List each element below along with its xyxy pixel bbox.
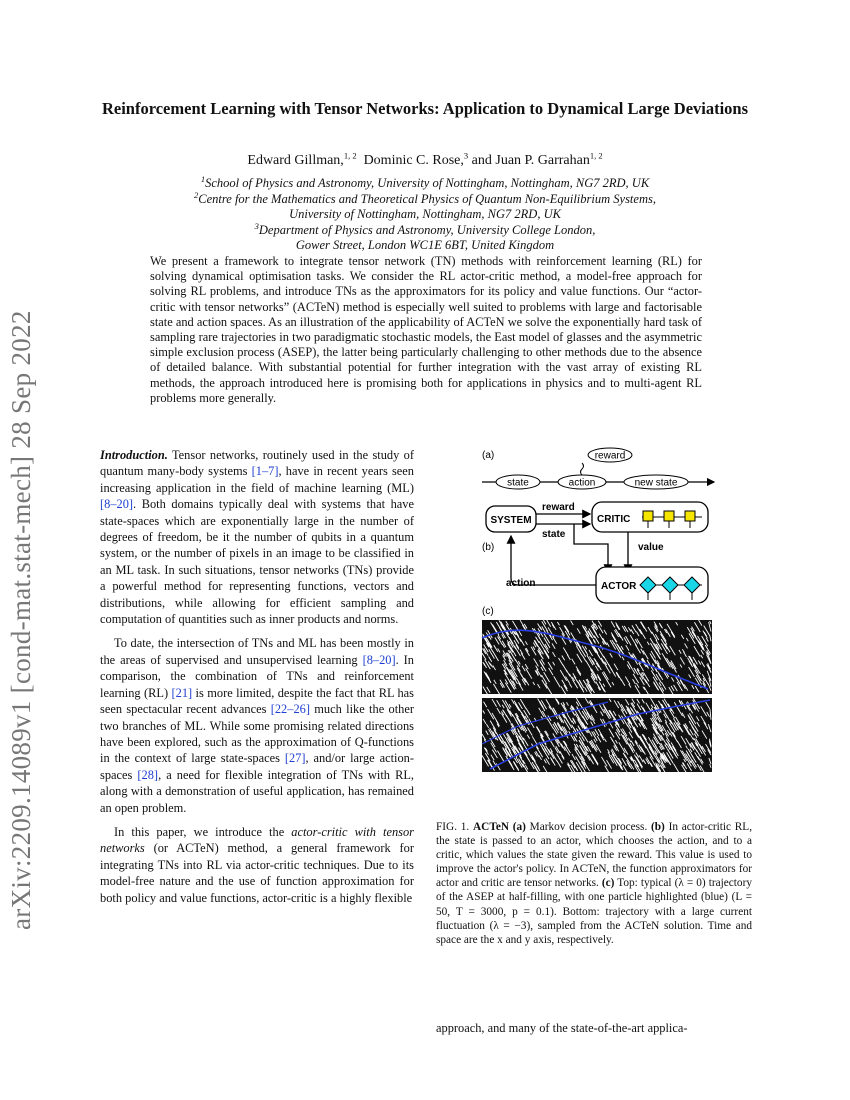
critic-tensor-node <box>664 511 674 521</box>
affiliation-1: $^1$School of Physics and Astronomy, University of Nottingham, Nottingham, NG7 2RD, UK <box>200 173 650 190</box>
body-left-column <box>100 447 414 914</box>
figure-1-diagram <box>478 444 718 784</box>
author-name: Dominic C. Rose, <box>363 153 464 168</box>
critic-tensor-node <box>643 511 653 521</box>
figure-caption: FIG. 1. ACTeN (a) Markov decision process. (b) In actor-critic RL, the state is passed to an actor, which chooses the action, and to a critic, which values the state given the reward. This value is used to improve the actor's policy. In ACTeN, the function approximators for actor and critic are tensor networks. (c) Top: typical (λ = 0) trajectory of the ASEP at half-filling, with one particle highlighted (blue) (L = 50, T = 3000, p = 0.1). Bottom: trajectory with a large current fluctuation (λ = −3), sampled from the ACTeN solution. Time and space are the x and y axis, respectively. <box>436 821 753 946</box>
abstract: We present a framework to integrate tensor network (TN) methods with reinforcement learning (RL) for solving dynamical optimisation tasks. We consider the RL actor-critic method, a model-free approach for solving RL problems, and introduce TNs as the approximators for its policy and value functions. Our “actor-critic with tensor networks” (ACTeN) method is especially well suited to problems with large and factorisable state and action spaces. As an illustration of the applicability of ACTeN we solve the exponentially hard task of sampling rare trajectories in two paradigmatic stochastic models, the East model of glasses and the asymmetric simple exclusion process (ASEP), the latter being particularly challenging to other methods due to the absence of detailed balance. With substantial potential for further integration with the vast array of existing RL methods, the approach introduced here is promising both for applications in physics and to multi-agent RL problems more generally. <box>150 254 702 405</box>
author-name: and Juan P. Garrahan <box>471 153 590 168</box>
citation-link[interactable]: [8–20] <box>100 497 134 512</box>
citation-link[interactable]: [22–26] <box>270 702 310 717</box>
panel-c-label: (c) <box>482 606 494 617</box>
critic-tensor-node <box>685 511 695 521</box>
new-state-label: new state <box>634 477 678 489</box>
paragraph-introduction: Introduction. Tensor networks, routinely used in the study of quantum many-body systems [1–7], have in recent years seen increasing application in the field of machine learning (ML) [8–20]. Both domains typically deal with systems that have state-spaces which are exponentially large in the number of degrees of freedom, be it the number of qubits in a quantum system, or the number of pixels in an image to be classified in an ML task. In such situations, tensor networks (TNs) provide a powerful method for representing functions, vectors and distributions, while allowing for efficient sampling and computation of quantities such as inner products and norms. <box>100 448 414 627</box>
citation-link[interactable]: [27] <box>284 751 306 766</box>
critic-label: CRITIC <box>597 514 631 525</box>
arxiv-stamp: arXiv:2209.14089v1 [cond-mat.stat-mech] 28 Sep 2022 <box>6 310 36 930</box>
figure-1 <box>478 444 718 784</box>
affiliation-2: $^2$Centre for the Mathematics and Theoretical Physics of Quantum Non-Equilibrium Systems, <box>194 189 656 206</box>
citation-link[interactable]: [8–20] <box>362 652 396 667</box>
trajectory-bottom <box>482 698 712 776</box>
section-heading: Introduction. <box>100 448 168 462</box>
state-arrow-label: state <box>542 529 566 540</box>
paragraph-2: To date, the intersection of TNs and ML has been mostly in the areas of supervised and unsupervised learning [8–20]. In comparison, the combination of TNs and reinforcement learning (RL) [21] is more limited, despite the fact that RL has seen spectacular recent advances [22–26] much like the other two branches of ML. While some promising related directions have been explored, such as the approximation of Q-functions in the context of large state-spaces [27], and/or large action-spaces [28], a need for flexible integration of TNs with RL, along with a demonstration of useful application, has remained an open problem. <box>100 636 414 815</box>
trajectory-top <box>482 620 712 697</box>
affiliation-2-line-2: University of Nottingham, Nottingham, NG7 2RD, UK <box>289 207 561 221</box>
action-label: action <box>568 477 596 489</box>
author-affiliation-mark: 1, 2 <box>343 150 357 161</box>
affiliation-3: $^3$Department of Physics and Astronomy, University College London, <box>254 220 596 237</box>
state-label: state <box>507 477 529 489</box>
system-label: SYSTEM <box>490 515 532 526</box>
paper-title: Reinforcement Learning with Tensor Networks: Application to Dynamical Large Deviations <box>101 99 749 118</box>
author-name: Edward Gillman, <box>247 153 344 168</box>
figure-label: FIG. 1. <box>436 821 470 833</box>
body-right-column: approach, and many of the state-of-the-art applica- <box>436 1021 688 1035</box>
affiliations <box>100 173 750 254</box>
value-label: value <box>638 542 664 553</box>
panel-a-label: (a) <box>482 450 495 461</box>
citation-link[interactable]: [21] <box>171 685 193 700</box>
citation-link[interactable]: [1–7] <box>251 464 279 479</box>
paragraph-3: In this paper, we introduce the actor-critic with tensor networks (or ACTeN) method, a general framework for integrating TNs into RL via actor-critic techniques. Due to its model-free nature and the use of function approximation for both policy and value functions, actor-critic is a highly flexible <box>100 824 414 905</box>
action-arrow-label: action <box>506 578 536 589</box>
affiliation-3-line-2: Gower Street, London WC1E 6BT, United Kingdom <box>295 238 555 252</box>
author-list <box>100 150 750 169</box>
actor-label: ACTOR <box>601 581 637 592</box>
reward-label: reward <box>594 450 626 462</box>
author-affiliation-mark: 3 <box>463 150 469 161</box>
citation-link[interactable]: [28] <box>137 767 159 782</box>
panel-b-label: (b) <box>482 542 495 553</box>
author-affiliation-mark: 1, 2 <box>589 150 603 161</box>
reward-arrow-label: reward <box>542 502 575 513</box>
